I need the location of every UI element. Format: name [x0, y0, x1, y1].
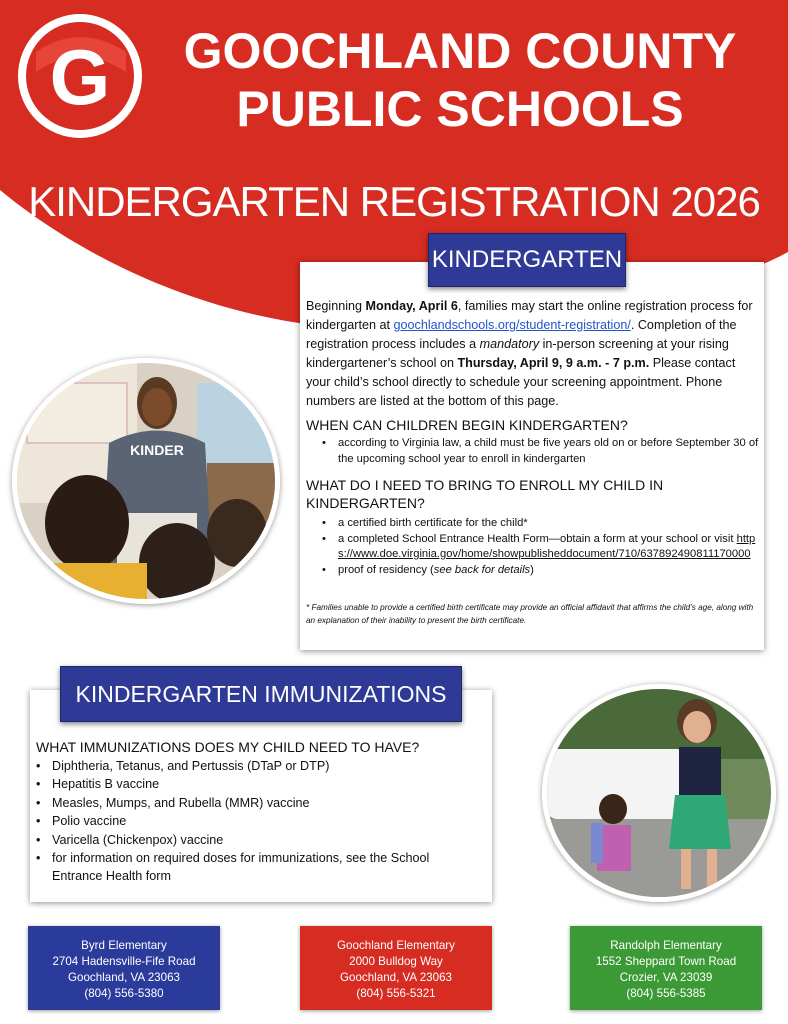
school-box-randolph — [570, 926, 762, 1010]
list-item: • proof of residency (see back for details) — [338, 563, 762, 579]
school-name: Randolph Elementary — [610, 939, 722, 952]
school-city: Crozier, VA 23039 — [619, 971, 713, 984]
school-name: Byrd Elementary — [81, 939, 167, 952]
shirt-text: KINDER — [130, 442, 184, 458]
list-item: • Varicella (Chickenpox) vaccine — [52, 831, 472, 849]
school-name: Goochland Elementary — [337, 939, 455, 952]
school-box-byrd — [28, 926, 220, 1010]
page-title — [150, 22, 770, 138]
school-phone: (804) 556-5385 — [626, 987, 706, 1000]
list-item: • Hepatitis B vaccine — [52, 775, 472, 793]
list-item: • Polio vaccine — [52, 812, 472, 830]
teacher-photo — [12, 358, 280, 604]
school-city: Goochland, VA 23063 — [340, 971, 452, 984]
list-item: • a completed School Entrance Health Form—obtain a form at your school or visit https://www.doe.virginia.gov/home/showpublisheddocument/710/637892490811170000 — [338, 532, 762, 563]
title-line-1: GOOCHLAND COUNTY — [183, 23, 737, 79]
school-city: Goochland, VA 23063 — [68, 971, 180, 984]
question-when-begin: WHEN CAN CHILDREN BEGIN KINDERGARTEN? — [306, 417, 628, 433]
birth-certificate-footnote: * Families unable to provide a certified birth certificate may provide an official affidavit that affirms the child’s age, along with an explanation of their inability to present the birth certificate. — [306, 603, 754, 625]
what-bring-list — [306, 516, 762, 578]
registration-link[interactable]: goochlandschools.org/student-registration/ — [393, 318, 631, 332]
health-form-link[interactable]: https://www.doe.virginia.gov/home/showpublisheddocument/710/637892490811170000 — [338, 532, 756, 560]
list-item: • Measles, Mumps, and Rubella (MMR) vaccine — [52, 794, 472, 812]
school-address: 2000 Bulldog Way — [349, 955, 443, 968]
list-item: • a certified birth certificate for the child* — [338, 516, 762, 532]
immunizations-tab: KINDERGARTEN IMMUNIZATIONS — [60, 666, 462, 722]
school-phone: (804) 556-5380 — [84, 987, 164, 1000]
page-subtitle: KINDERGARTEN REGISTRATION 2026 — [28, 178, 760, 225]
school-address: 1552 Sheppard Town Road — [595, 955, 737, 968]
immunizations-list — [52, 757, 472, 886]
question-what-bring: WHAT DO I NEED TO BRING TO ENROLL MY CHILD IN KINDERGARTEN? — [306, 477, 664, 511]
list-item: • Diphtheria, Tetanus, and Pertussis (DTaP or DTP) — [52, 757, 472, 775]
title-line-2: PUBLIC SCHOOLS — [236, 81, 684, 137]
logo-letter: G — [49, 33, 111, 121]
registration-intro: Beginning Monday, April 6, families may start the online registration process for kindergarten at goochlandschools.org/student-registration/. Completion of the registration process includes a mandatory in-person screening at your rising kindergartener’s school on Thursday, April 9, 9 a.m. - 7 p.m. Please contact your child’s school directly to schedule your screening appointment. Phone numbers are listed at the bottom of this page. — [306, 299, 753, 408]
when-begin-list — [306, 436, 762, 467]
parent-child-photo — [542, 684, 776, 902]
list-item: • for information on required doses for immunizations, see the School Entrance Health form — [52, 849, 472, 886]
school-box-goochland — [300, 926, 492, 1010]
school-phone: (804) 556-5321 — [356, 987, 436, 1000]
kindergarten-tab: KINDERGARTEN — [428, 233, 626, 287]
school-address: 2704 Hadensville-Fife Road — [52, 955, 196, 968]
list-item: • according to Virginia law, a child must be five years old on or before September 30 of the upcoming school year to enroll in kindergarten — [338, 436, 762, 467]
district-logo — [16, 12, 144, 140]
immunizations-question: WHAT IMMUNIZATIONS DOES MY CHILD NEED TO HAVE? — [36, 739, 420, 755]
